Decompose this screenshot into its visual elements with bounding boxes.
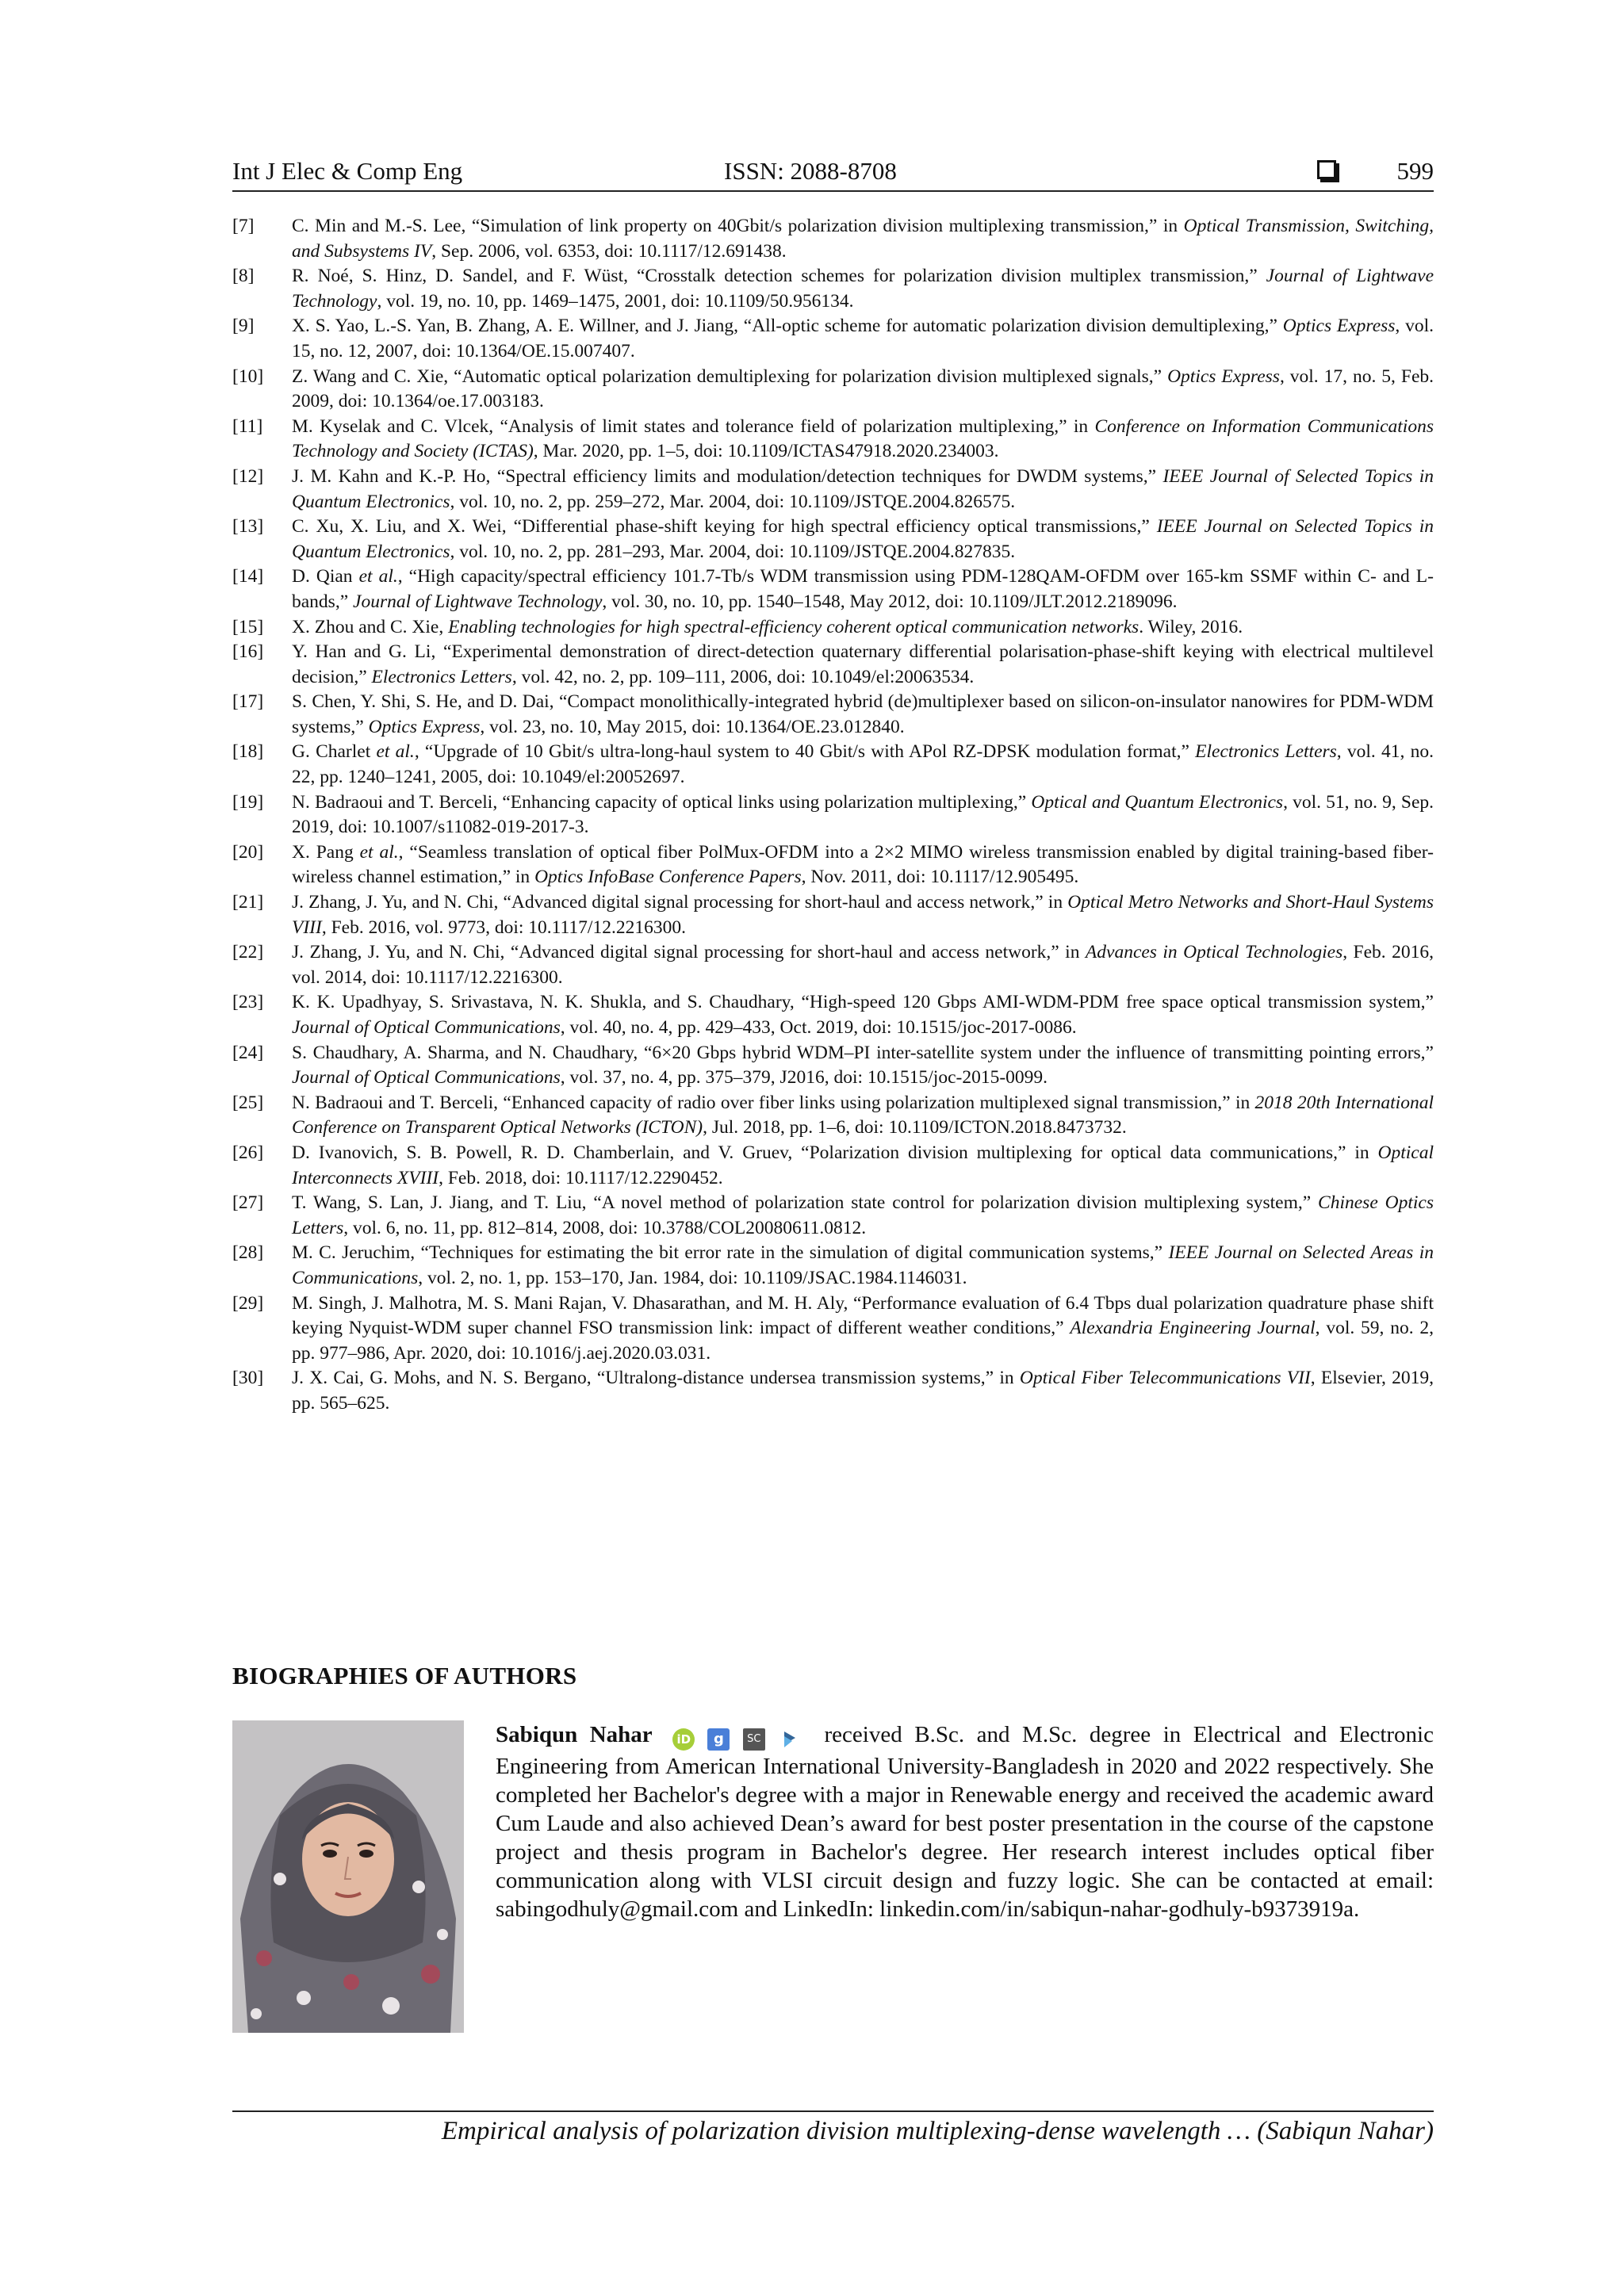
header-divider (232, 190, 1434, 192)
reference-item (232, 940, 1434, 990)
reference-item (232, 990, 1434, 1040)
reference-venue: et al. (358, 566, 398, 587)
scopus-icon[interactable]: SC (743, 1728, 765, 1751)
reference-segment: N. Badraoui and T. Berceli, “Enhancing capacity of optical links using polarization multiplexing,” (292, 791, 1032, 813)
reference-segment: , “High capacity/spectral efficiency 101.7-Tb/s WDM transmission using PDM-128QAM-OFDM over 165-km SSMF within C- and L-bands,” (292, 566, 1434, 612)
reference-segment: M. Kyselak and C. Vlcek, “Analysis of limit states and tolerance field of polarization multiplexing,” in (292, 415, 1095, 437)
reference-text (292, 740, 1434, 790)
author-name: Sabiqun Nahar (496, 1722, 653, 1747)
reference-venue: Optics Express (1167, 365, 1280, 387)
footer-divider (232, 2110, 1434, 2112)
reference-number: [29] (232, 1292, 264, 1314)
reference-list (232, 214, 1434, 1417)
reference-item (232, 214, 1434, 264)
reference-segment: R. Noé, S. Hinz, D. Sandel, and F. Wüst, “Crosstalk detection schemes for polarization division multiplex transmission,” (292, 266, 1266, 287)
reference-text (292, 1191, 1434, 1241)
running-footer: Empirical analysis of polarization division multiplexing-dense wavelength … (Sabiqun Nahar) (441, 2117, 1434, 2145)
reference-item (232, 465, 1434, 515)
reference-segment: , vol. 40, no. 4, pp. 429–433, Oct. 2019, doi: 10.1515/joc-2017-0086. (560, 1017, 1077, 1038)
reference-segment: , vol. 19, no. 10, pp. 1469–1475, 2001, doi: 10.1109/50.956134. (377, 290, 854, 312)
reference-item (232, 640, 1434, 690)
reference-segment: J. M. Kahn and K.-P. Ho, “Spectral efficiency limits and modulation/detection techniques for DWDM systems,” (292, 465, 1163, 487)
reference-venue: Journal of Optical Communications (292, 1067, 561, 1089)
reference-number: [27] (232, 1192, 264, 1214)
reference-text (292, 1091, 1434, 1141)
reference-venue: Electronics Letters (1195, 741, 1337, 763)
reference-venue: Chinese Optics Letters (292, 1192, 1434, 1238)
author-biography (496, 1720, 1434, 1923)
reference-item (232, 1141, 1434, 1191)
reference-item (232, 415, 1434, 465)
reference-venue: Optical Interconnects XVIII (292, 1142, 1434, 1188)
reference-venue: IEEE Journal on Selected Topics in Quantum Electronics (292, 516, 1434, 562)
reference-segment: C. Xu, X. Liu, and X. Wei, “Differential phase-shift keying for high spectral efficiency optical transmissions,” (292, 516, 1157, 538)
reference-text (292, 465, 1434, 515)
reference-item (232, 740, 1434, 790)
reference-segment: , vol. 17, no. 5, Feb. 2009, doi: 10.1364/oe.17.003183. (292, 365, 1434, 412)
reference-segment: S. Chen, Y. Shi, S. He, and D. Dai, “Compact monolithically-integrated hybrid (de)multiplexer based on silicon-on-insulator nanowires for PDM-WDM systems,” (292, 691, 1434, 737)
reference-segment: , Mar. 2020, pp. 1–5, doi: 10.1109/ICTAS47918.2020.234003. (533, 441, 999, 462)
reference-venue: IEEE Journal of Selected Topics in Quantum Electronics (292, 465, 1434, 512)
reference-venue: Advances in Optical Technologies (1085, 942, 1343, 963)
reference-number: [26] (232, 1142, 264, 1163)
reference-venue: Conference on Information Communications Technology and Society (ICTAS) (292, 415, 1434, 462)
reference-segment: , vol. 15, no. 12, 2007, doi: 10.1364/OE.15.007407. (292, 316, 1434, 362)
reference-text (292, 990, 1434, 1040)
reference-text (292, 415, 1434, 465)
reference-text (292, 365, 1434, 415)
reference-item (232, 314, 1434, 364)
reference-segment: , Elsevier, 2019, pp. 565–625. (292, 1368, 1434, 1414)
reference-number: [7] (232, 216, 255, 236)
reference-text (292, 840, 1434, 890)
reference-segment: T. Wang, S. Lan, J. Jiang, and T. Liu, “A novel method of polarization state control for polarization division multiplexing system,” (292, 1192, 1319, 1214)
reference-item (232, 1366, 1434, 1416)
reference-item (232, 690, 1434, 740)
reference-venue: et al. (359, 841, 399, 863)
reference-text (292, 890, 1434, 940)
reference-number: [30] (232, 1368, 264, 1389)
reference-venue: Optics InfoBase Conference Papers (534, 867, 802, 888)
reference-number: [15] (232, 616, 264, 637)
reference-venue: Alexandria Engineering Journal (1070, 1318, 1316, 1339)
reference-item (232, 1191, 1434, 1241)
reference-text (292, 264, 1434, 314)
reference-segment: , vol. 41, no. 22, pp. 1240–1241, 2005, doi: 10.1049/el:20052697. (292, 741, 1434, 788)
reference-number: [12] (232, 465, 264, 487)
reference-text (292, 1041, 1434, 1091)
reference-text (292, 1241, 1434, 1291)
reference-venue: et al. (376, 741, 415, 763)
reference-segment: S. Chaudhary, A. Sharma, and N. Chaudhary, “6×20 Gbps hybrid WDM–PI inter-satellite system under the influence of transmitting pointing errors,” (292, 1042, 1434, 1063)
reference-segment: Z. Wang and C. Xie, “Automatic optical polarization demultiplexing for polarization division multiplexed signals,” (292, 365, 1168, 387)
reference-text (292, 1141, 1434, 1191)
reference-venue: Journal of Optical Communications (292, 1017, 561, 1038)
reference-venue: Enabling technologies for high spectral-efficiency coherent optical communication networks (448, 616, 1139, 637)
reference-segment: J. Zhang, J. Yu, and N. Chi, “Advanced digital signal processing for short-haul and access network,” in (292, 942, 1086, 963)
reference-text (292, 1292, 1434, 1367)
reference-number: [13] (232, 516, 264, 538)
reference-segment: , vol. 30, no. 10, pp. 1540–1548, May 2012, doi: 10.1109/JLT.2012.2189096. (602, 591, 1178, 612)
reference-segment: G. Charlet (292, 741, 377, 763)
reference-item (232, 1241, 1434, 1291)
reference-venue: Optical Metro Networks and Short-Haul Systems VIII (292, 892, 1434, 938)
reference-segment: , vol. 42, no. 2, pp. 109–111, 2006, doi: 10.1049/el:20063534. (511, 666, 975, 687)
reference-segment: J. X. Cai, G. Mohs, and N. S. Bergano, “Ultralong-distance undersea transmission systems,” in (292, 1368, 1020, 1389)
reference-segment: X. Zhou and C. Xie, (292, 616, 449, 637)
reference-item (232, 1292, 1434, 1367)
reference-text (292, 564, 1434, 614)
reference-item (232, 515, 1434, 564)
reference-item (232, 564, 1434, 614)
square-box-icon (1317, 160, 1336, 179)
reference-item (232, 615, 1434, 641)
page-header (232, 152, 1434, 192)
reference-number: [8] (232, 266, 255, 287)
google-scholar-icon[interactable]: g (707, 1728, 730, 1751)
issn: ISSN: 2088-8708 (724, 157, 897, 185)
author-photo (232, 1720, 464, 2033)
reference-segment: , Sep. 2006, vol. 6353, doi: 10.1117/12.691438. (431, 240, 787, 262)
reference-segment: , vol. 59, no. 2, pp. 977–986, Apr. 2020, doi: 10.1016/j.aej.2020.03.031. (292, 1318, 1434, 1364)
reference-venue: Journal of Lightwave Technology (353, 591, 603, 612)
reference-number: [24] (232, 1042, 264, 1063)
reference-segment: . Wiley, 2016. (1139, 616, 1243, 637)
reference-item (232, 1041, 1434, 1091)
reference-text (292, 690, 1434, 740)
reference-item (232, 890, 1434, 940)
reference-number: [20] (232, 841, 264, 863)
page-number: 599 (1396, 157, 1434, 185)
reference-text (292, 615, 1434, 641)
reference-number: [22] (232, 942, 264, 963)
biographies-heading: BIOGRAPHIES OF AUTHORS (232, 1662, 577, 1689)
reference-segment: N. Badraoui and T. Berceli, “Enhanced capacity of radio over fiber links using polarization multiplexed signal transmission,” in (292, 1092, 1255, 1113)
reference-number: [10] (232, 365, 264, 387)
reference-text (292, 640, 1434, 690)
reference-segment: , vol. 2, no. 1, pp. 153–170, Jan. 1984, doi: 10.1109/JSAC.1984.1146031. (418, 1267, 967, 1288)
reference-text (292, 790, 1434, 840)
reference-item (232, 264, 1434, 314)
reference-number: [11] (232, 415, 263, 437)
reference-number: [18] (232, 741, 264, 763)
reference-number: [9] (232, 316, 255, 337)
reference-segment: , Feb. 2016, vol. 2014, doi: 10.1117/12.2216300. (292, 942, 1434, 988)
reference-segment: , “Upgrade of 10 Gbit/s ultra-long-haul system to 40 Gbit/s with APol RZ-DPSK modulation format,” (414, 741, 1196, 763)
reference-item (232, 840, 1434, 890)
reference-text (292, 515, 1434, 564)
reference-segment: X. Pang (292, 841, 360, 863)
reference-venue: Optical and Quantum Electronics (1031, 791, 1284, 813)
reference-number: [21] (232, 892, 264, 913)
reference-segment: M. C. Jeruchim, “Techniques for estimating the bit error rate in the simulation of digital communication systems,” (292, 1242, 1169, 1264)
reference-number: [16] (232, 641, 264, 663)
reference-number: [17] (232, 691, 264, 713)
reference-text (292, 214, 1434, 264)
reference-text (292, 940, 1434, 990)
reference-venue: 2018 20th International Conference on Transparent Optical Networks (ICTON) (292, 1092, 1434, 1138)
orcid-icon[interactable]: iD (672, 1728, 695, 1751)
reference-venue: IEEE Journal on Selected Areas in Communications (292, 1242, 1434, 1288)
reference-venue: Optics Express (368, 716, 481, 737)
reference-segment: Y. Han and G. Li, “Experimental demonstration of direct-detection quaternary differential polarisation-phase-shift keying with electrical multilevel decision,” (292, 641, 1434, 687)
reference-segment: , vol. 10, no. 2, pp. 259–272, Mar. 2004, doi: 10.1109/JSTQE.2004.826575. (450, 491, 1016, 512)
reference-item (232, 1091, 1434, 1141)
reference-text (292, 1366, 1434, 1416)
publons-icon[interactable] (778, 1728, 800, 1751)
reference-venue: Electronics Letters (371, 666, 512, 687)
reference-segment: , “Seamless translation of optical fiber PolMux-OFDM into a 2×2 MIMO wireless transmission enabled by digital training-based fiber-wireless channel estimation,” in (292, 841, 1434, 888)
reference-segment: M. Singh, J. Malhotra, M. S. Mani Rajan, V. Dhasarathan, and M. H. Aly, “Performance evaluation of 6.4 Tbps dual polarization quadrature phase shift keying Nyquist-WDM super channel FSO transmission link: impact of different weather conditions,” (292, 1292, 1434, 1339)
reference-segment: , Nov. 2011, doi: 10.1117/12.905495. (801, 867, 1079, 888)
reference-segment: K. K. Upadhyay, S. Srivastava, N. K. Shukla, and S. Chaudhary, “High-speed 120 Gbps AMI-WDM-PDM free space optical transmission system,” (292, 992, 1434, 1013)
reference-segment: C. Min and M.-S. Lee, “Simulation of link property on 40Gbit/s polarization division multiplexing transmission,” in (292, 216, 1184, 236)
reference-segment: , Feb. 2018, doi: 10.1117/12.2290452. (439, 1167, 723, 1188)
reference-segment: , Jul. 2018, pp. 1–6, doi: 10.1109/ICTON.2018.8473732. (703, 1117, 1127, 1138)
reference-number: [14] (232, 566, 264, 587)
reference-venue: Optics Express (1282, 316, 1396, 337)
reference-segment: J. Zhang, J. Yu, and N. Chi, “Advanced digital signal processing for short-haul and access network,” in (292, 892, 1068, 913)
reference-segment: D. Qian (292, 566, 359, 587)
reference-venue: Optical Fiber Telecommunications VII (1019, 1368, 1311, 1389)
reference-item (232, 365, 1434, 415)
reference-number: [28] (232, 1242, 264, 1264)
author-biography-text: received B.Sc. and M.Sc. degree in Electrical and Electronic Engineering from American International University-Bangladesh in 2020 and 2022 respectively. She completed her Bachelor's degree with a major in Renewable energy and received the academic award Cum Laude and also achieved Dean’s award for best poster presentation in the course of the capstone project and thesis program in Bachelor's degree. Her research interest includes optical fiber communication along with VLSI circuit design and fuzzy logic. She can be contacted at email: sabingodhuly@gmail.com and LinkedIn: linkedin.com/in/sabiqun-nahar-godhuly-b9373919a. (496, 1722, 1434, 1922)
reference-segment: , Feb. 2016, vol. 9773, doi: 10.1117/12.2216300. (321, 916, 686, 938)
reference-segment: , vol. 6, no. 11, pp. 812–814, 2008, doi: 10.3788/COL20080611.0812. (343, 1217, 867, 1238)
reference-number: [25] (232, 1092, 264, 1113)
reference-segment: , vol. 37, no. 4, pp. 375–379, J2016, doi: 10.1515/joc-2015-0099. (560, 1067, 1048, 1089)
reference-segment: , vol. 51, no. 9, Sep. 2019, doi: 10.1007/s11082-019-2017-3. (292, 791, 1434, 838)
reference-text (292, 314, 1434, 364)
reference-segment: D. Ivanovich, S. B. Powell, R. D. Chamberlain, and V. Gruev, “Polarization division multiplexing for optical data communications,” in (292, 1142, 1378, 1163)
reference-segment: X. S. Yao, L.-S. Yan, B. Zhang, A. E. Willner, and J. Jiang, “All-optic scheme for automatic polarization division demultiplexing,” (292, 316, 1283, 337)
reference-venue: Optical Transmission, Switching, and Subsystems IV (292, 216, 1434, 262)
reference-number: [23] (232, 992, 264, 1013)
reference-segment: , vol. 23, no. 10, May 2015, doi: 10.1364/OE.23.012840. (480, 716, 905, 737)
author-profile-icons (672, 1724, 807, 1752)
reference-segment: , vol. 10, no. 2, pp. 281–293, Mar. 2004, doi: 10.1109/JSTQE.2004.827835. (450, 541, 1016, 562)
reference-venue: Journal of Lightwave Technology (292, 266, 1434, 312)
reference-item (232, 790, 1434, 840)
reference-number: [19] (232, 791, 264, 813)
journal-title: Int J Elec & Comp Eng (232, 157, 463, 185)
